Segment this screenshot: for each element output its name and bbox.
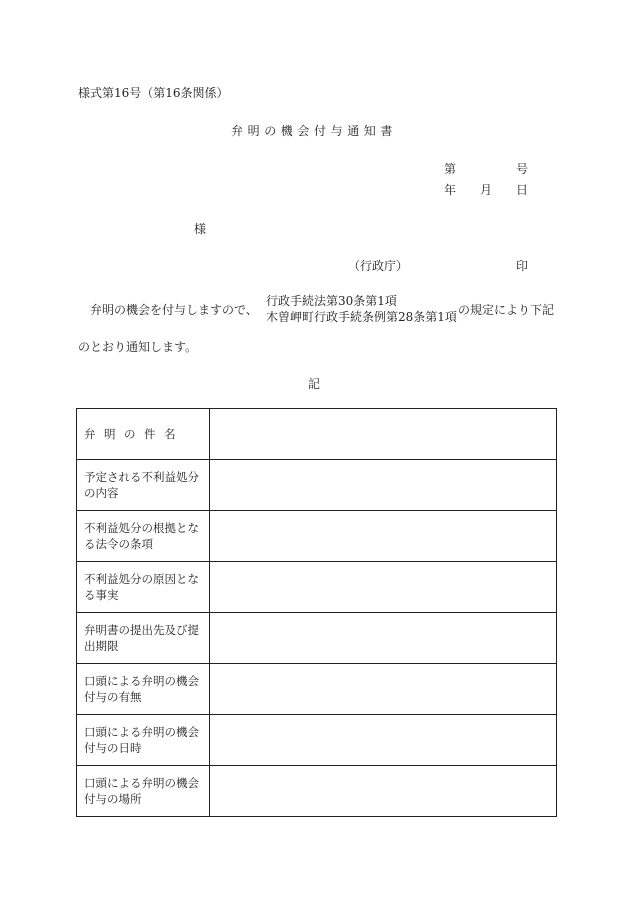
document-number-prefix: 第 xyxy=(444,162,457,176)
ki-heading: 記 xyxy=(308,377,321,391)
row-label-cause-facts: 不利益処分の原因となる事実 xyxy=(77,562,210,613)
row-label-subject: 弁明の件名 xyxy=(77,409,210,460)
table-row xyxy=(77,511,557,562)
row-value-submission xyxy=(210,613,557,664)
law-option-national: 行政手続法第30条第1項 xyxy=(266,294,397,308)
date-year-label: 年 xyxy=(444,183,457,197)
table-row xyxy=(77,766,557,817)
row-label-oral-hearing-availability: 口頭による弁明の機会付与の有無 xyxy=(77,664,210,715)
row-value-legal-basis xyxy=(210,511,557,562)
law-option-town: 木曽岬町行政手続条例第28条第1項 xyxy=(266,310,457,324)
seal-mark: 印 xyxy=(516,259,529,273)
document-title: 弁明の機会付与通知書 xyxy=(231,124,398,138)
table-row xyxy=(77,715,557,766)
row-label-legal-basis: 不利益処分の根拠となる法令の条項 xyxy=(77,511,210,562)
row-label-oral-hearing-datetime: 口頭による弁明の機会付与の日時 xyxy=(77,715,210,766)
date-day-label: 日 xyxy=(516,183,529,197)
notice-details-table xyxy=(76,408,557,817)
row-value-planned-disposition xyxy=(210,460,557,511)
table-row xyxy=(77,460,557,511)
row-value-oral-hearing-availability xyxy=(210,664,557,715)
row-value-cause-facts xyxy=(210,562,557,613)
row-label-planned-disposition: 予定される不利益処分の内容 xyxy=(77,460,210,511)
table-row xyxy=(77,409,557,460)
row-label-submission: 弁明書の提出先及び提出期限 xyxy=(77,613,210,664)
body-text-line2: のとおり通知します。 xyxy=(78,340,198,354)
addressee-honorific: 様 xyxy=(194,222,207,236)
row-value-subject xyxy=(210,409,557,460)
issuing-agency: （行政庁） xyxy=(348,259,409,273)
form-number: 様式第16号（第16条関係） xyxy=(78,86,229,100)
body-text-lead: 弁明の機会を付与しますので、 xyxy=(90,303,258,317)
date-month-label: 月 xyxy=(480,183,493,197)
row-value-oral-hearing-datetime xyxy=(210,715,557,766)
table-row xyxy=(77,613,557,664)
row-value-oral-hearing-place xyxy=(210,766,557,817)
table-row xyxy=(77,562,557,613)
row-label-oral-hearing-place: 口頭による弁明の機会付与の場所 xyxy=(77,766,210,817)
table-row xyxy=(77,664,557,715)
body-text-trail: の規定により下記 xyxy=(458,303,555,317)
document-number-suffix: 号 xyxy=(516,162,529,176)
